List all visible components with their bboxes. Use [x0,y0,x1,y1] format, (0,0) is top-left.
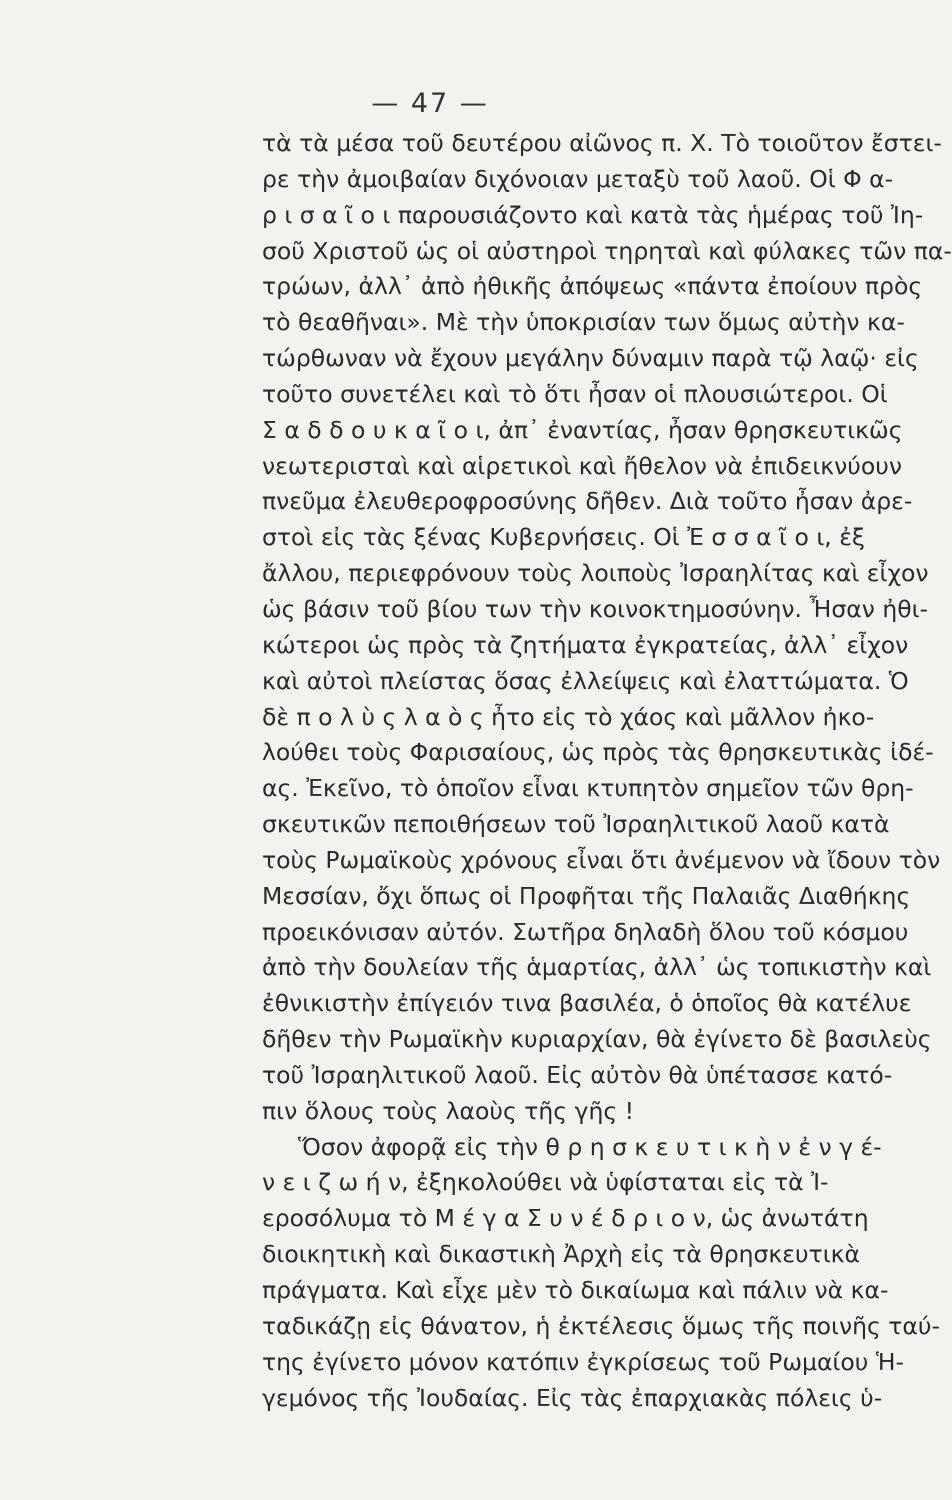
text-line: σκευτικῶν πεποιθήσεων τοῦ Ἰσραηλιτικοῦ λαοῦ κατὰ [262,810,890,839]
text-line: εροσόλυμα τὸ Μ έ γ α Σ υ ν έ δ ρ ι ο ν, ὡς ἀνωτάτη [262,1204,869,1233]
text-line: ἄλλου, περιεφρόνουν τοὺς λοιποὺς Ἰσραηλίτας καὶ εἶχον [262,559,929,588]
text-line: τώρθωναν νὰ ἔχουν μεγάλην δύναμιν παρὰ τῷ λαῷ· εἰς [262,344,919,373]
text-line: νεωτερισταὶ καὶ αἱρετικοὶ καὶ ἤθελον νὰ ἐπιδεικνύουν [262,451,902,480]
text-line: καὶ αὐτοὶ πλείστας ὅσας ἐλλείψεις καὶ ἐλαττώματα. Ὁ [262,666,909,695]
text-line: τρώων, ἀλλ᾽ ἀπὸ ἠθικῆς ἀπόψεως «πάντα ἐποίουν πρὸς [262,272,923,301]
text-line: τοῦ Ἰσραηλιτικοῦ λαοῦ. Εἰς αὐτὸν θὰ ὑπέτασσε κατό- [262,1060,893,1089]
text-line: στοὶ εἰς τὰς ξένας Κυβερνήσεις. Οἱ Ἐ σ σ α ῖ ο ι, ἐξ [262,523,866,552]
text-line: Μεσσίαν, ὄχι ὅπως οἱ Προφῆται τῆς Παλαιᾶς Διαθήκης [262,881,911,910]
text-line: πνεῦμα ἐλευθεροφροσύνης δῆθεν. Διὰ τοῦτο ἦσαν ἀρε- [262,487,913,516]
text-line: ρε τὴν ἀμοιβαίαν διχόνοιαν μεταξὺ τοῦ λαοῦ. Οἱ Φ α- [262,164,894,193]
text-line: κώτεροι ὡς πρὸς τὰ ζητήματα ἐγκρατείας, ἀλλ᾽ εἶχον [262,630,909,659]
text-line: γεμόνος τῆς Ἰουδαίας. Εἰς τὰς ἐπαρχιακὰς πόλεις ὑ- [262,1383,883,1412]
body-text [262,126,952,1416]
text-line: τοῦτο συνετέλει καὶ τὸ ὅτι ἦσαν οἱ πλουσιώτεροι. Οἱ [262,379,888,408]
text-line: σοῦ Χριστοῦ ὡς οἱ αὐστηροὶ τηρηταὶ καὶ φύλακες τῶν πα- [262,236,952,265]
text-line: πράγματα. Καὶ εἶχε μὲν τὸ δικαίωμα καὶ πάλιν νὰ κα- [262,1276,889,1304]
text-line: ταδικάζῃ εἰς θάνατον, ἡ ἐκτέλεσις ὅμως τῆς ποινῆς ταύ- [262,1311,940,1340]
text-line: λούθει τοὺς Φαρισαίους, ὡς πρὸς τὰς θρησκευτικὰς ἰδέ- [262,738,934,767]
text-line: δὲ π ο λ ὺ ς λ α ὸ ς ἦτο εἰς τὸ χάος καὶ μᾶλλον ἠκο- [262,702,875,731]
text-line: ὡς βάσιν τοῦ βίου των τὴν κοινοκτημοσύνην. Ἦσαν ἠθι- [262,594,929,623]
text-line: τὸ θεαθῆναι». Μὲ τὴν ὑποκρισίαν των ὅμως αὐτὴν κα- [262,308,905,337]
text-line: ἐθνικιστὴν ἐπίγειόν τινα βασιλέα, ὁ ὁποῖος θὰ κατέλυε [262,989,912,1018]
text-line: ἀπὸ τὴν δουλείαν τῆς ἁμαρτίας, ἀλλ᾽ ὡς τοπικιστὴν καὶ [262,953,932,982]
text-line: ρ ι σ α ῖ ο ι παρουσιάζοντο καὶ κατὰ τὰς ἡμέρας τοῦ Ἰη- [262,200,924,229]
text-line: τοὺς Ρωμαϊκοὺς χρόνους εἶναι ὅτι ἀνέμενον νὰ ἴδουν τὸν [262,845,941,874]
text-line: τὰ τὰ μέσα τοῦ δευτέρου αἰῶνος π. Χ. Τὸ τοιοῦτον ἔστει- [262,129,942,157]
text-line: διοικητικὴ καὶ δικαστικὴ Ἀρχὴ εἰς τὰ θρησκευτικὰ [262,1240,860,1269]
text-line: δῆθεν τὴν Ρωμαϊκὴν κυριαρχίαν, θὰ ἐγίνετο δὲ βασιλεὺς [262,1025,932,1054]
text-line: προεικόνισαν αὐτόν. Σωτῆρα δηλαδὴ ὅλου τοῦ κόσμου [262,917,909,946]
text-line: πιν ὅλους τοὺς λαοὺς τῆς γῆς ! [262,1096,635,1125]
page-number: — 47 — [371,88,489,119]
text-line: Σ α δ δ ο υ κ α ῖ ο ι, ἀπ᾽ ἐναντίας, ἦσαν θρησκευτικῶς [262,415,903,444]
text-line: της ἐγίνετο μόνον κατόπιν ἐγκρίσεως τοῦ Ρωμαίου Ἡ- [262,1347,904,1376]
text-line: ν ε ι ζ ω ή ν, ἐξηκολούθει νὰ ὑφίσταται εἰς τὰ Ἰ- [262,1168,829,1197]
text-line: Ὅσον ἀφορᾷ εἰς τὴν θ ρ η σ κ ε υ τ ι κ ὴ ν ἐ ν γ έ- [298,1132,882,1161]
text-line: ας. Ἐκεῖνο, τὸ ὁποῖον εἶναι κτυπητὸν σημεῖον τῶν θρη- [262,774,914,803]
